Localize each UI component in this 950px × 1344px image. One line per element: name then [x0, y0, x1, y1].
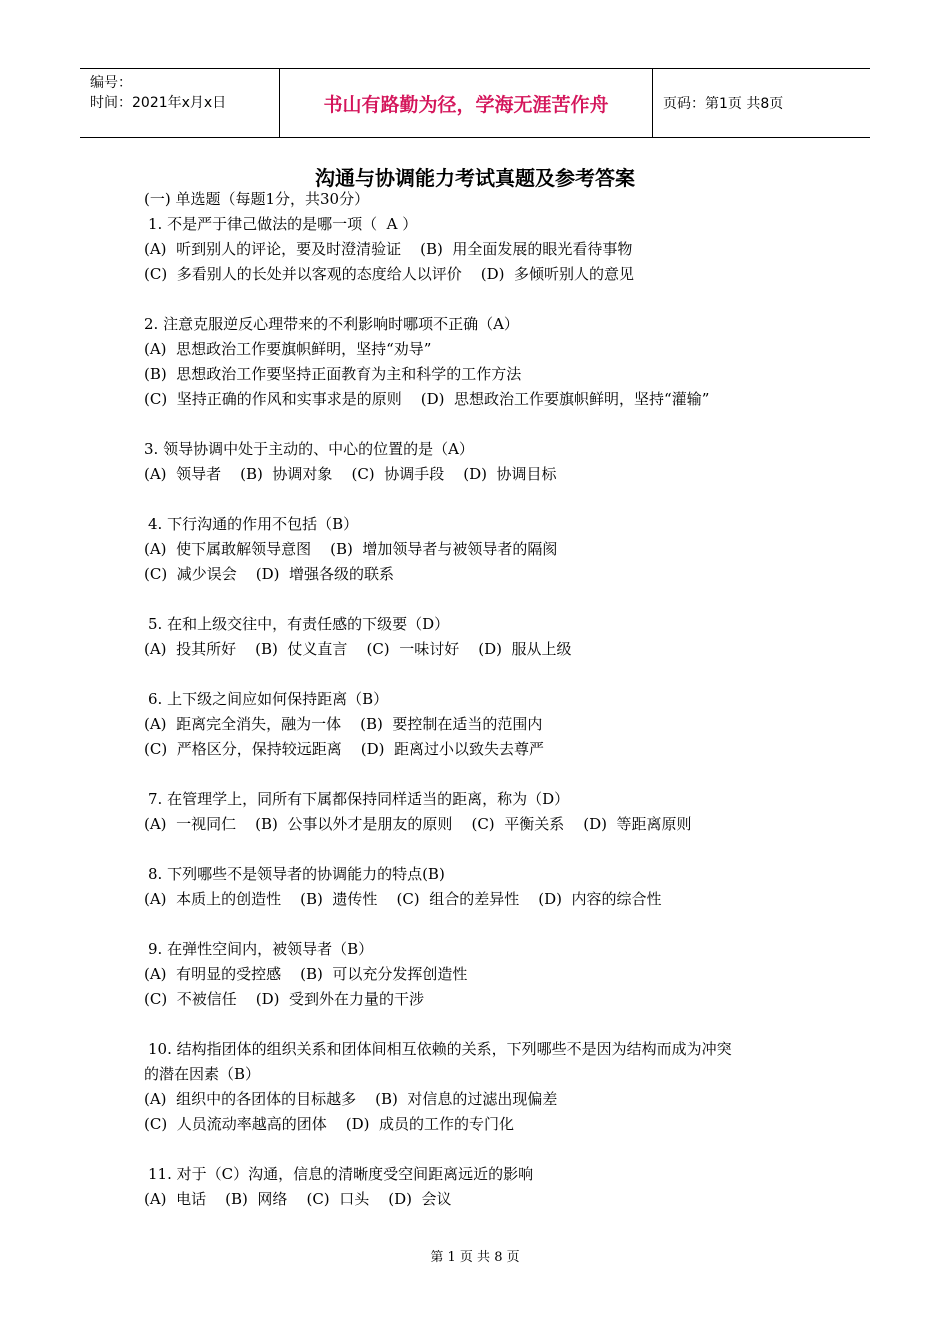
question-text: 9. 在弹性空间内，被领导者（B） — [148, 940, 374, 958]
answer-options: (A) 组织中的各团体的目标越多 (B) 对信息的过滤出现偏差 — [144, 1090, 558, 1108]
question-text: 7. 在管理学上，同所有下属都保持同样适当的距离，称为（D） — [148, 790, 570, 808]
answer-options: (A) 思想政治工作要旗帜鲜明，坚持“劝导” — [144, 340, 432, 358]
answer-options: (C) 多看别人的长处并以客观的态度给人以评价 (D) 多倾听别人的意见 — [144, 265, 635, 283]
question-text: 2. 注意克服逆反心理带来的不利影响时哪项不正确（A） — [144, 315, 519, 333]
question-spacer — [144, 837, 824, 862]
answer-options: (A) 一视同仁 (B) 公事以外才是朋友的原则 (C) 平衡关系 (D) 等距离原则 — [144, 815, 692, 833]
document-title: 沟通与协调能力考试真题及参考答案 — [315, 166, 635, 190]
question-spacer — [144, 762, 824, 787]
question-spacer — [144, 287, 824, 312]
question-spacer — [144, 912, 824, 937]
answer-options: (A) 领导者 (B) 协调对象 (C) 协调手段 (D) 协调目标 — [144, 465, 557, 483]
answer-options: (A) 距离完全消失，融为一体 (B) 要控制在适当的范围内 — [144, 715, 543, 733]
question-text-continued: 的潜在因素（B） — [144, 1065, 261, 1083]
section-heading: (一) 单选题（每题1分，共30分） — [144, 190, 370, 208]
answer-options: (C) 人员流动率越高的团体 (D) 成员的工作的专门化 — [144, 1115, 515, 1133]
header-info — [80, 69, 280, 137]
page-header — [80, 68, 870, 138]
answer-options: (C) 不被信任 (D) 受到外在力量的干涉 — [144, 990, 425, 1008]
question-text: 1. 不是严于律己做法的是哪一项（ A ） — [148, 215, 418, 233]
question-list — [144, 187, 824, 1212]
answer-options: (B) 思想政治工作要坚持正面教育为主和科学的工作方法 — [144, 365, 522, 383]
question-spacer — [144, 662, 824, 687]
answer-options: (A) 听到别人的评论，要及时澄清验证 (B) 用全面发展的眼光看待事物 — [144, 240, 633, 258]
question-spacer — [144, 412, 824, 437]
document-time: 时间：2021年x月x日 — [90, 95, 227, 111]
answer-options: (C) 严格区分，保持较远距离 (D) 距离过小以致失去尊严 — [144, 740, 545, 758]
answer-options: (A) 使下属敢解领导意图 (B) 增加领导者与被领导者的隔阂 — [144, 540, 558, 558]
header-page-number: 页码：第1页 共8页 — [663, 96, 784, 112]
question-text: 5. 在和上级交往中，有责任感的下级要（D） — [148, 615, 450, 633]
header-motto: 书山有路勤为径，学海无涯苦作舟 — [280, 69, 653, 137]
question-spacer — [144, 1012, 824, 1037]
answer-options: (C) 坚持正确的作风和实事求是的原则 (D) 思想政治工作要旗帜鲜明，坚持“灌输” — [144, 390, 710, 408]
question-spacer — [144, 587, 824, 612]
answer-options: (A) 电话 (B) 网络 (C) 口头 (D) 会议 — [144, 1190, 452, 1208]
question-spacer — [144, 1137, 824, 1162]
answer-options: (A) 有明显的受控感 (B) 可以充分发挥创造性 — [144, 965, 468, 983]
document-number: 编号： — [90, 75, 132, 91]
answer-options: (C) 减少误会 (D) 增强各级的联系 — [144, 565, 395, 583]
question-text: 11. 对于（C）沟通，信息的清晰度受空间距离远近的影响 — [148, 1165, 534, 1183]
answer-options: (A) 投其所好 (B) 仗义直言 (C) 一味讨好 (D) 服从上级 — [144, 640, 572, 658]
question-text: 10. 结构指团体的组织关系和团体间相互依赖的关系，下列哪些不是因为结构而成为冲突 — [148, 1040, 732, 1058]
answer-options: (A) 本质上的创造性 (B) 遗传性 (C) 组合的差异性 (D) 内容的综合性 — [144, 890, 662, 908]
question-text: 6. 上下级之间应如何保持距离（B） — [148, 690, 389, 708]
question-text: 8. 下列哪些不是领导者的协调能力的特点(B) — [148, 865, 445, 883]
question-text: 3. 领导协调中处于主动的、中心的位置的是（A） — [144, 440, 474, 458]
question-spacer — [144, 487, 824, 512]
question-text: 4. 下行沟通的作用不包括（B） — [148, 515, 359, 533]
page-footer: 第 1 页 共 8 页 — [430, 1250, 520, 1265]
